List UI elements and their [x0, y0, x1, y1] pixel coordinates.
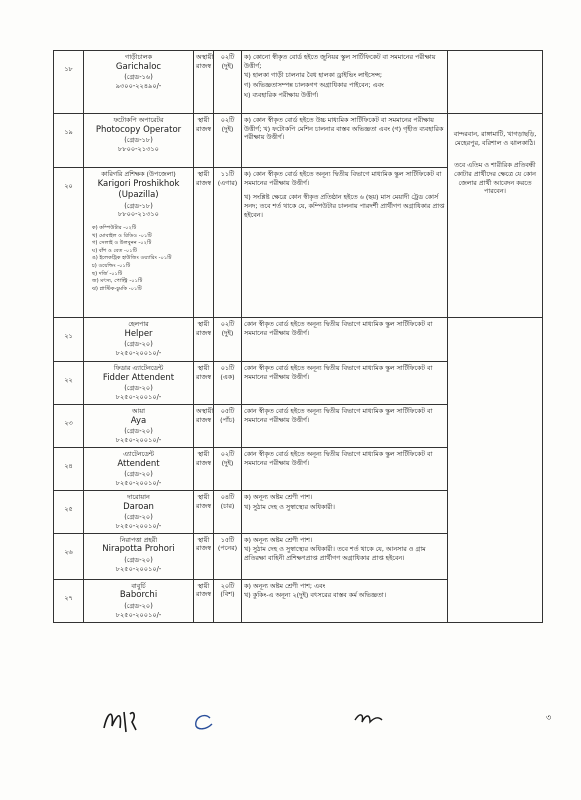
post-cell [84, 447, 194, 490]
qualification-cell [242, 318, 448, 362]
post-count-word: (দুই) [221, 61, 234, 70]
post-count-word: (পনের) [217, 544, 238, 553]
post-title-en: Daroan [123, 501, 154, 512]
pay-scale: ৮২৫০-২০০১০/- [115, 393, 162, 401]
post-count-cell [214, 404, 242, 447]
post-count-cell [214, 318, 242, 362]
post-title-en: Nirapotta Prohori [102, 544, 175, 555]
post-cell [84, 533, 194, 579]
post-count: ১১টি [220, 170, 235, 178]
trade-item: ঘ) বাঁশ ও বেত -০১টি [92, 247, 137, 254]
post-title-bn: এ্যাটেনডেন্ট [123, 449, 154, 458]
qualification-cell [242, 490, 448, 533]
row-number: ২৩ [54, 404, 84, 447]
post-grade: (গ্রেড-২০) [124, 340, 153, 349]
post-count-cell [214, 447, 242, 490]
post-title-bn: নিরাপত্তা প্রহরী [119, 535, 158, 544]
qualification-cell [242, 579, 448, 622]
post-title-en: Aya [130, 415, 147, 426]
post-title-en: Photocopy Operator [95, 124, 182, 135]
post-type: স্থায়ী রাজস্ব [194, 579, 214, 622]
table-row [54, 51, 543, 114]
qualification-cell [242, 362, 448, 405]
signature-2 [190, 710, 216, 732]
row-number: ২২ [54, 362, 84, 405]
post-grade: (গ্রেড-২০) [124, 470, 153, 478]
post-title-en: Baborchi [119, 590, 158, 601]
qualification-cell [242, 533, 448, 579]
post-type: স্থায়ী রাজস্ব [194, 447, 214, 490]
row-number: ২৫ [54, 490, 84, 533]
signature-1 [100, 706, 140, 736]
pay-scale: ৮২৫০-২০০১০/- [115, 564, 162, 573]
post-count-word: (পাঁচ) [220, 415, 235, 424]
qualification-line: খ) সুঠাম দেহ ও সুস্বাস্থ্যের অধিকারী। তবে শর্ত থাকে যে, আনসার ও গ্রাম প্রতিরক্ষা বাহিনী প্রশিক্ষণপ্রাপ্ত প্রার্থীগণ অগ্রাধিকার প্রাপ্ত হইবেন। [244, 545, 426, 563]
post-count: ০২টি [220, 320, 235, 328]
trade-item: ক) কম্পিউটার -০২টি [92, 225, 137, 232]
row-number: ২৪ [54, 447, 84, 490]
signature-3 [352, 708, 386, 730]
post-type: অস্থায়ী রাজস্ব [194, 51, 214, 114]
pay-scale: ৮২৫০-২০০১০/- [115, 435, 162, 444]
post-count-word: (চার) [220, 501, 235, 510]
post-count: ২০টি [220, 581, 235, 590]
qualification-line: কোন স্বীকৃত বোর্ড হইতে অনূন্য দ্বিতীয় বিভাগে মাধ্যমিক স্কুল সার্টিফিকেট বা সমমানের পরীক্ষায় উত্তীর্ণ। [244, 364, 433, 381]
post-cell [84, 114, 194, 168]
trade-item: ছ) দর্জি -০১টি [92, 270, 123, 277]
post-count-cell [214, 579, 242, 622]
note-cell-empty [448, 318, 543, 623]
qualification-line: ক) অনূন্য অষ্টম শ্রেণী পাশ; এবং [244, 581, 326, 590]
post-count: ০৫টি [220, 406, 235, 415]
post-count: ০২টি [220, 449, 235, 458]
post-cell [84, 579, 194, 622]
note-cell-empty [448, 51, 543, 114]
trade-item: চ) ওয়েল্ডিং -০১টি [92, 263, 131, 270]
post-count-word: (দুই) [221, 328, 234, 337]
post-grade: (গ্রেড-১৮) [124, 201, 153, 210]
row-number: ২৭ [54, 579, 84, 622]
row-number: ১৮ [54, 51, 84, 114]
post-count: ০১টি [220, 364, 235, 372]
qualification-line: ক) অনূন্য অষ্টম শ্রেণী পাশ। [244, 535, 313, 544]
post-type: স্থায়ী রাজস্ব [194, 490, 214, 533]
post-grade: (গ্রেড-২০) [124, 384, 153, 393]
post-count-word: (এগার) [217, 178, 238, 187]
post-count-cell [214, 533, 242, 579]
pay-scale: ৮৮০০-২১৩১০ [118, 145, 159, 153]
row-number: ২৬ [54, 533, 84, 579]
qualification-line: গ) অভিজ্ঞতাসম্পন্ন চালকগণ অগ্রাধিকার পাইবেন; এবং [244, 80, 384, 89]
qualification-cell [242, 404, 448, 447]
post-title-bn: আয়া [131, 406, 146, 415]
post-cell [84, 404, 194, 447]
post-type: অস্থায়ী রাজস্ব [194, 404, 214, 447]
qualification-cell [242, 447, 448, 490]
note-cell [448, 114, 543, 318]
post-title-bn: গাড়ীচালক [125, 53, 152, 61]
post-count: ০২টি [220, 53, 235, 61]
post-cell [84, 51, 194, 114]
post-cell [84, 168, 194, 318]
trade-item: ঝ) প্লাস্টিক-চুমকি -০১টি [92, 285, 142, 292]
trade-item: ঙ) ইলেকট্রিক হাউজিং ওয়্যারিং -০১টি [92, 255, 172, 262]
post-title-bn: ফিডার এ্যাটেনডেন্ট [113, 364, 164, 372]
post-title-en: Helper [124, 328, 153, 339]
row-number: ২০ [54, 168, 84, 318]
post-count-word: (এক) [220, 372, 235, 381]
post-title-en: Fidder Attendent [102, 372, 175, 383]
post-title-bn: দারোয়ান [127, 492, 150, 501]
qualification-line: খ) হালকা গাড়ী চালনার বৈধ হালকা ড্রাইভিং লাইসেন্স; [244, 71, 383, 80]
post-cell [84, 362, 194, 405]
qualification-cell [242, 51, 448, 114]
row-number: ১৯ [54, 114, 84, 168]
qualification-line: কোন স্বীকৃত বোর্ড হইতে অনূন্য দ্বিতীয় বিভাগে মাধ্যমিক স্কুল সার্টিফিকেট বা সমমানের পরীক্ষায় উত্তীর্ণ। [244, 406, 433, 424]
qualification-line: খ) সংশ্লিষ্ট ক্ষেত্রে কোন স্বীকৃত প্রতিষ্ঠান হইতে ৬ (ছয়) মাস মেয়াদী ট্রেড কোর্স সনদ; তবে শর্ত থাকে যে, কম্পিউটার চালনায় পারদর্শী প্রার্থীগণ অগ্রাধিকার প্রাপ্ত হইবেন। [244, 193, 445, 219]
post-count: ১৫টি [220, 535, 235, 544]
post-cell [84, 318, 194, 362]
qualification-line: ক) কোন স্বীকৃত বোর্ড হইতে অনূন্য দ্বিতীয় বিভাগে মাধ্যমিক স্কুল সার্টিফিকেট বা সমমানের পরীক্ষায় উত্তীর্ণ। [244, 170, 442, 187]
post-title-en: Karigori Proshikhok (Upazilla) [97, 178, 180, 201]
qualification-line: খ) সুঠাম দেহ ও সুস্বাস্থ্যের অধিকারী। [244, 502, 335, 511]
post-title-bn: বাবুর্চি [131, 581, 146, 590]
post-count-cell [214, 490, 242, 533]
qualification-line: ক) কোনো স্বীকৃত বোর্ড হইতে জুনিয়র স্কুল সার্টিফিকেট বা সমমানের পরীক্ষায় উত্তীর্ণ; [244, 53, 436, 70]
post-grade: (গ্রেড-২০) [124, 555, 153, 564]
post-count-cell [214, 114, 242, 168]
post-grade: (গ্রেড-২০) [124, 513, 153, 521]
post-type: স্থায়ী রাজস্ব [194, 533, 214, 579]
trade-item: গ) সেলাই ও উলবুনন -০২টি [92, 240, 152, 247]
row-number: ২১ [54, 318, 84, 362]
post-type: স্থায়ী রাজস্ব [194, 114, 214, 168]
post-type: স্থায়ী রাজস্ব [194, 362, 214, 405]
post-count-cell [214, 362, 242, 405]
post-grade: (গ্রেড-২০) [124, 601, 153, 610]
post-count-cell [214, 168, 242, 318]
post-grade: (গ্রেড-২০) [124, 427, 153, 435]
note-districts: বান্দরবান, রাঙ্গামাটি, খাগড়াছড়ি, মেহেরপুর, বরিশাল ও ঝালকাঠি। [453, 130, 537, 147]
table-row [54, 318, 543, 362]
note-quota: তবে এতিম ও শারীরিক প্রতিবন্ধী কোটার প্রার্থীদের ক্ষেত্রে যে কোন জেলার প্রার্থী আবেদন করতে পারবেন। [454, 161, 536, 196]
post-title-en: Attendent [117, 458, 160, 469]
post-title-en: Garichaloc [115, 61, 162, 72]
post-count: ০২টি [220, 116, 235, 124]
trade-list [86, 225, 191, 293]
table-row [54, 114, 543, 168]
post-type: স্থায়ী রাজস্ব [194, 318, 214, 362]
post-title-bn: কারিগরি প্রশিক্ষক (উপজেলা) [101, 170, 176, 178]
qualification-cell [242, 114, 448, 168]
trade-item: খ) মোবাইল ও রিডিও -০১টি [92, 232, 152, 239]
pay-scale: ৯৩০০-২২৪৯০/- [115, 82, 162, 90]
pay-scale: ৮২৫০-২০০১০/- [115, 349, 162, 357]
qualification-cell [242, 168, 448, 318]
pay-scale: ৮২৫০-২০০১০/- [115, 478, 162, 487]
post-title-bn: ফটোকপি অপারেটর [113, 116, 164, 124]
post-grade: (গ্রেড-১৮) [124, 136, 153, 145]
job-requirements-table [53, 50, 543, 623]
post-title-bn: হেলপার [128, 320, 149, 328]
post-count-word: (দুই) [221, 458, 234, 467]
qualification-line: ক) কোন স্বীকৃত বোর্ড হইতে উচ্চ মাধ্যমিক সার্টিফিকেট বা সমমানের পরীক্ষায় উত্তীর্ণ; খ) ফটোকপি মেশিন চালনার বাস্তব অভিজ্ঞতা এবং (গ) গৃহীত ব্যবহারিক পরীক্ষায় উত্তীর্ণ। [244, 116, 444, 142]
qualification-line: কোন স্বীকৃত বোর্ড হইতে অনূন্য দ্বিতীয় বিভাগে মাধ্যমিক স্কুল সার্টিফিকেট বা সমমানের পরীক্ষায় উত্তীর্ণ। [244, 449, 433, 467]
qualification-line: কোন স্বীকৃত বোর্ড হইতে অনূন্য দ্বিতীয় বিভাগে মাধ্যমিক স্কুল সার্টিফিকেট বা সমমানের পরীক্ষায় উত্তীর্ণ। [244, 320, 433, 337]
post-type: স্থায়ী রাজস্ব [194, 168, 214, 318]
pay-scale: ৮৮০০-২১৩১০ [118, 210, 159, 219]
pay-scale: ৮২৫০-২০০১০/- [115, 521, 162, 530]
post-count-word: (দুই) [221, 124, 234, 133]
post-cell [84, 490, 194, 533]
post-count-word: (বিশ) [220, 590, 235, 599]
qualification-line: ক) অনূন্য অষ্টম শ্রেণী পাশ। [244, 492, 313, 501]
page-number: ৩ [546, 713, 552, 722]
post-grade: (গ্রেড-১৬) [124, 73, 153, 82]
pay-scale: ৮২৫০-২০০১০/- [115, 610, 162, 619]
trade-item: জ) মৎস্য, পোল্ট্রি -০১টি [92, 278, 143, 285]
qualification-line: ঘ) ব্যবহারিক পরীক্ষায় উত্তীর্ণ। [244, 90, 319, 99]
qualification-line: খ) কুকিং-এ অনূন্য ২(দুই) বৎসরের বাস্তব কর্ম অভিজ্ঞতা। [244, 591, 386, 600]
post-count-cell [214, 51, 242, 114]
post-count: ০৪টি [220, 492, 235, 501]
